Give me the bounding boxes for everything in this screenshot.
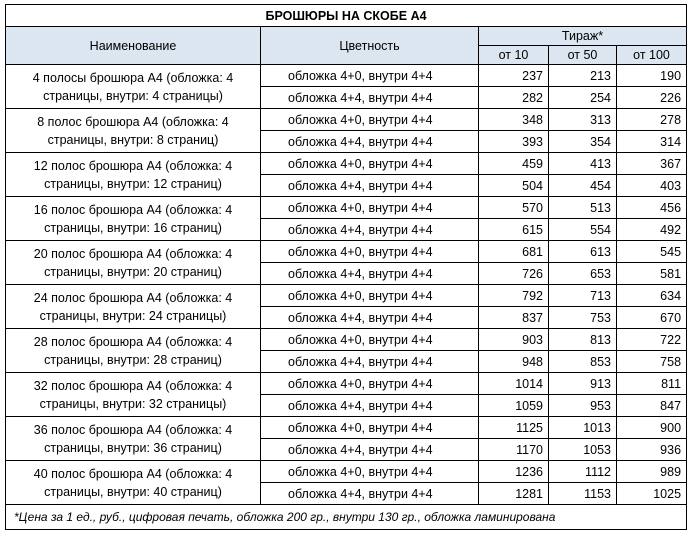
table-row: [6, 417, 687, 439]
header-qty-100: от 100: [617, 46, 687, 65]
price-qty-100: 634: [617, 285, 687, 307]
header-color: Цветность: [261, 27, 479, 65]
price-qty-50: 554: [549, 219, 617, 241]
price-qty-10: 615: [479, 219, 549, 241]
price-qty-50: 853: [549, 351, 617, 373]
table-row: [6, 65, 687, 87]
table-row: [6, 153, 687, 175]
table-title: БРОШЮРЫ НА СКОБЕ А4: [6, 5, 687, 27]
price-qty-50: 354: [549, 131, 617, 153]
price-qty-50: 1053: [549, 439, 617, 461]
table-row: [6, 197, 687, 219]
price-qty-100: 403: [617, 175, 687, 197]
price-qty-50: 953: [549, 395, 617, 417]
color-spec: обложка 4+0, внутри 4+4: [261, 417, 479, 439]
price-qty-100: 190: [617, 65, 687, 87]
price-qty-50: 454: [549, 175, 617, 197]
price-qty-10: 948: [479, 351, 549, 373]
table-row: [6, 329, 687, 351]
price-qty-10: 1014: [479, 373, 549, 395]
color-spec: обложка 4+0, внутри 4+4: [261, 241, 479, 263]
product-name: 8 полос брошюра А4 (обложка: 4 страницы, внутри: 8 страниц): [6, 109, 261, 153]
price-qty-50: 413: [549, 153, 617, 175]
price-qty-100: 900: [617, 417, 687, 439]
price-qty-10: 459: [479, 153, 549, 175]
price-qty-10: 1125: [479, 417, 549, 439]
product-name: 4 полосы брошюра А4 (обложка: 4 страницы, внутри: 4 страницы): [6, 65, 261, 109]
color-spec: обложка 4+4, внутри 4+4: [261, 219, 479, 241]
price-qty-50: 653: [549, 263, 617, 285]
price-qty-100: 581: [617, 263, 687, 285]
price-qty-100: 492: [617, 219, 687, 241]
price-qty-100: 226: [617, 87, 687, 109]
product-name: 20 полос брошюра А4 (обложка: 4 страницы, внутри: 20 страниц): [6, 241, 261, 285]
table-row: [6, 109, 687, 131]
price-qty-10: 1281: [479, 483, 549, 505]
price-qty-50: 213: [549, 65, 617, 87]
product-name: 32 полос брошюра А4 (обложка: 4 страницы, внутри: 32 страницы): [6, 373, 261, 417]
price-qty-100: 1025: [617, 483, 687, 505]
price-qty-10: 348: [479, 109, 549, 131]
price-qty-10: 570: [479, 197, 549, 219]
color-spec: обложка 4+4, внутри 4+4: [261, 395, 479, 417]
color-spec: обложка 4+4, внутри 4+4: [261, 307, 479, 329]
price-qty-100: 936: [617, 439, 687, 461]
price-qty-100: 722: [617, 329, 687, 351]
price-qty-100: 758: [617, 351, 687, 373]
color-spec: обложка 4+0, внутри 4+4: [261, 373, 479, 395]
price-qty-10: 1170: [479, 439, 549, 461]
price-qty-10: 903: [479, 329, 549, 351]
price-qty-100: 367: [617, 153, 687, 175]
table-row: [6, 241, 687, 263]
product-name: 12 полос брошюра А4 (обложка: 4 страницы, внутри: 12 страниц): [6, 153, 261, 197]
price-sheet: [5, 4, 686, 530]
price-qty-50: 813: [549, 329, 617, 351]
price-qty-100: 847: [617, 395, 687, 417]
header-row: [6, 27, 687, 46]
price-qty-100: 314: [617, 131, 687, 153]
footnote: *Цена за 1 ед., руб., цифровая печать, обложка 200 гр., внутри 130 гр., обложка ламинирована: [6, 505, 687, 530]
price-qty-50: 713: [549, 285, 617, 307]
price-qty-10: 681: [479, 241, 549, 263]
price-qty-50: 753: [549, 307, 617, 329]
price-qty-100: 670: [617, 307, 687, 329]
price-qty-50: 1013: [549, 417, 617, 439]
product-name: 36 полос брошюра А4 (обложка: 4 страницы, внутри: 36 страниц): [6, 417, 261, 461]
table-row: [6, 461, 687, 483]
color-spec: обложка 4+4, внутри 4+4: [261, 351, 479, 373]
price-qty-50: 513: [549, 197, 617, 219]
price-qty-10: 237: [479, 65, 549, 87]
color-spec: обложка 4+4, внутри 4+4: [261, 131, 479, 153]
price-qty-50: 1112: [549, 461, 617, 483]
color-spec: обложка 4+0, внутри 4+4: [261, 65, 479, 87]
product-name: 28 полос брошюра А4 (обложка: 4 страницы, внутри: 28 страниц): [6, 329, 261, 373]
color-spec: обложка 4+0, внутри 4+4: [261, 109, 479, 131]
color-spec: обложка 4+0, внутри 4+4: [261, 285, 479, 307]
color-spec: обложка 4+0, внутри 4+4: [261, 197, 479, 219]
price-qty-10: 726: [479, 263, 549, 285]
table-body: [6, 65, 687, 505]
price-qty-10: 282: [479, 87, 549, 109]
footnote-row: [6, 505, 687, 530]
price-qty-10: 504: [479, 175, 549, 197]
color-spec: обложка 4+4, внутри 4+4: [261, 263, 479, 285]
color-spec: обложка 4+4, внутри 4+4: [261, 175, 479, 197]
title-row: [6, 5, 687, 27]
price-qty-50: 913: [549, 373, 617, 395]
price-qty-50: 313: [549, 109, 617, 131]
price-qty-100: 545: [617, 241, 687, 263]
color-spec: обложка 4+4, внутри 4+4: [261, 87, 479, 109]
product-name: 16 полос брошюра А4 (обложка: 4 страницы, внутри: 16 страниц): [6, 197, 261, 241]
header-qty-10: от 10: [479, 46, 549, 65]
header-tirage: Тираж*: [479, 27, 687, 46]
table-row: [6, 373, 687, 395]
color-spec: обложка 4+0, внутри 4+4: [261, 153, 479, 175]
price-qty-50: 613: [549, 241, 617, 263]
product-name: 40 полос брошюра А4 (обложка: 4 страницы, внутри: 40 страниц): [6, 461, 261, 505]
price-qty-10: 1059: [479, 395, 549, 417]
price-qty-10: 393: [479, 131, 549, 153]
product-name: 24 полос брошюра А4 (обложка: 4 страницы, внутри: 24 страницы): [6, 285, 261, 329]
price-qty-100: 989: [617, 461, 687, 483]
color-spec: обложка 4+4, внутри 4+4: [261, 439, 479, 461]
color-spec: обложка 4+0, внутри 4+4: [261, 461, 479, 483]
price-qty-100: 811: [617, 373, 687, 395]
price-qty-10: 837: [479, 307, 549, 329]
header-name: Наименование: [6, 27, 261, 65]
color-spec: обложка 4+4, внутри 4+4: [261, 483, 479, 505]
table-row: [6, 285, 687, 307]
price-qty-50: 254: [549, 87, 617, 109]
color-spec: обложка 4+0, внутри 4+4: [261, 329, 479, 351]
header-qty-50: от 50: [549, 46, 617, 65]
price-qty-10: 792: [479, 285, 549, 307]
price-qty-10: 1236: [479, 461, 549, 483]
price-qty-100: 278: [617, 109, 687, 131]
price-qty-50: 1153: [549, 483, 617, 505]
price-table: [5, 4, 687, 530]
price-qty-100: 456: [617, 197, 687, 219]
